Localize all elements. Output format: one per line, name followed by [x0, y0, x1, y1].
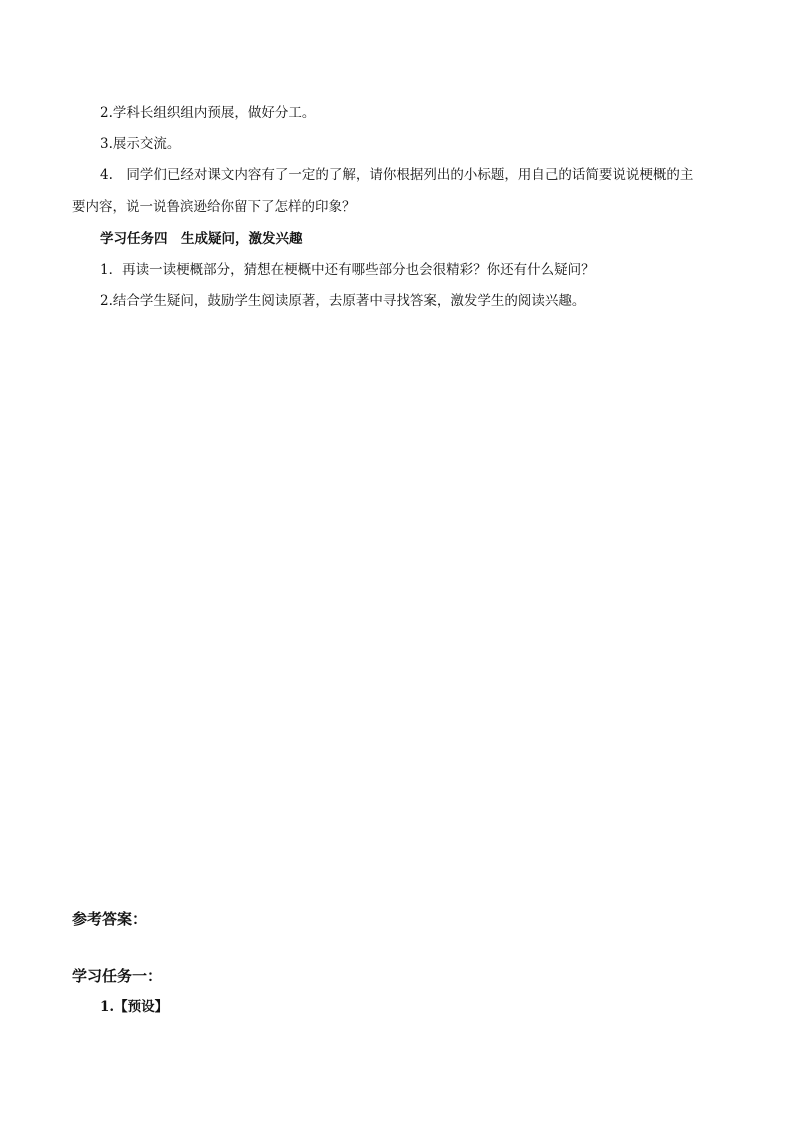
- task4-item-2: 2.结合学生疑问，鼓励学生阅读原著，去原著中寻找答案，激发学生的阅读兴趣。: [100, 293, 586, 309]
- paragraph-item-4: 4. 同学们已经对课文内容有了一定的了解，请你根据列出的小标题，用自己的话简要说说梗概的主: [100, 167, 694, 183]
- answers-heading: 参考答案：: [72, 910, 148, 928]
- answers-task1-heading: 学习任务一：: [72, 967, 163, 985]
- paragraph-item-2: 2.学科长组织组内预展，做好分工。: [100, 105, 316, 121]
- task4-item-1: 1．再读一读梗概部分，猜想在梗概中还有哪些部分也会很精彩？你还有什么疑问？: [100, 262, 595, 278]
- paragraph-item-3: 3.展示交流。: [100, 136, 181, 152]
- paragraph-item-4-continued: 要内容，说一说鲁滨逊给你留下了怎样的印象？: [72, 199, 356, 215]
- answers-item-1: 1.【预设】: [100, 999, 169, 1015]
- task4-heading: 学习任务四 生成疑问，激发兴趣: [100, 231, 303, 247]
